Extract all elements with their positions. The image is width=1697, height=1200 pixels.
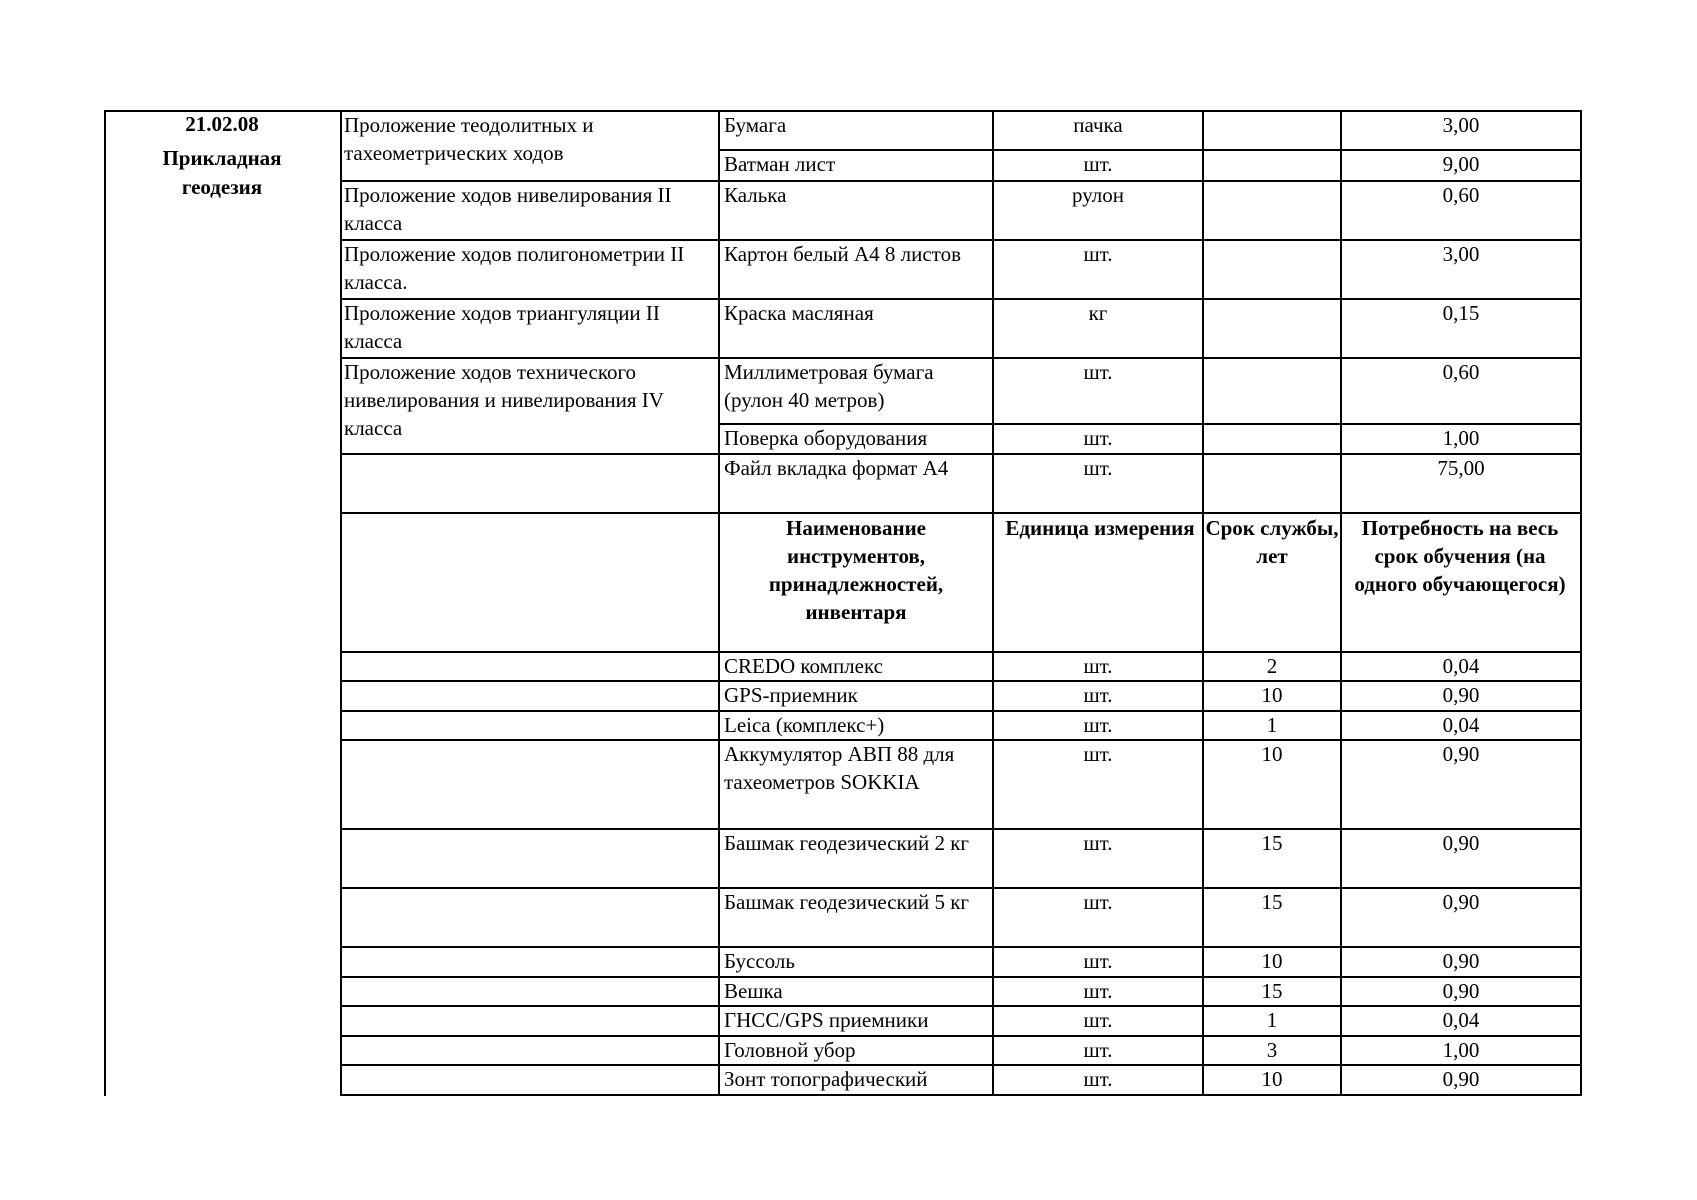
material-name: Миллиметровая бумага (рулон 40 метров): [724, 360, 934, 412]
tool-need: 0,04: [1442, 713, 1480, 737]
material-unit: рулон: [1071, 183, 1125, 207]
row-rule: [340, 1035, 720, 1037]
tool-need: 0,90: [1442, 742, 1480, 766]
tool-need: 0,04: [1442, 1008, 1480, 1032]
tool-name: CREDO комплекс: [724, 654, 883, 678]
tool-term: 15: [1261, 979, 1283, 1003]
tool-term: 3: [1266, 1038, 1278, 1062]
tool-name: Башмак геодезический 2 кг: [724, 831, 970, 855]
table-right-border: [1580, 110, 1582, 1096]
row-rule: [340, 453, 720, 455]
material-unit: шт.: [1083, 360, 1113, 384]
tool-term: 10: [1261, 1067, 1283, 1091]
tool-name: Зонт топографический: [724, 1067, 928, 1091]
tool-unit: шт.: [1083, 1067, 1113, 1091]
tool-name: Аккумулятор АВП 88 для тахеометров SOKKIA: [724, 742, 955, 794]
subject-name-line2: геодезия: [181, 175, 263, 199]
table-left-border: [104, 110, 106, 1096]
material-need: 1,00: [1442, 426, 1480, 450]
tools-header-name: Наименование инструментов, принадлежностей, инвентаря: [768, 516, 944, 624]
subject-name-line1: Прикладная: [162, 146, 282, 170]
row-rule: [340, 739, 720, 741]
tool-unit: шт.: [1083, 1038, 1113, 1062]
row-rule: [340, 946, 720, 948]
work-type-5: Проложение ходов технического нивелирования и нивелирования IV класса: [344, 360, 664, 440]
tool-unit: шт.: [1083, 1008, 1113, 1032]
material-need: 3,00: [1442, 242, 1480, 266]
tool-name: Буссоль: [724, 949, 795, 973]
tools-header-term: Срок службы, лет: [1205, 516, 1339, 568]
tool-term: 1: [1266, 1008, 1278, 1032]
tool-unit: шт.: [1083, 890, 1113, 914]
tool-term: 10: [1261, 742, 1283, 766]
tool-name: Головной убор: [724, 1038, 856, 1062]
tool-term: 10: [1261, 683, 1283, 707]
tool-need: 0,90: [1442, 949, 1480, 973]
material-need: 0,60: [1442, 360, 1480, 384]
material-unit: шт.: [1083, 456, 1113, 480]
row-rule: [340, 976, 720, 978]
tool-term: 2: [1266, 654, 1278, 678]
material-name: Бумага: [724, 113, 787, 137]
material-need: 3,00: [1442, 113, 1480, 137]
tool-term: 15: [1261, 831, 1283, 855]
tool-need: 0,90: [1442, 1067, 1480, 1091]
tool-name: ГНСС/GPS приемники: [724, 1008, 929, 1032]
tool-unit: шт.: [1083, 683, 1113, 707]
tool-unit: шт.: [1083, 831, 1113, 855]
material-need: 75,00: [1437, 456, 1485, 480]
tool-unit: шт.: [1083, 713, 1113, 737]
material-name: Калька: [724, 183, 787, 207]
material-name: Краска масляная: [724, 301, 874, 325]
row-rule: [340, 1005, 720, 1007]
work-type-1: Проложение теодолитных и тахеометрических ходов: [344, 113, 594, 165]
row-rule: [340, 828, 720, 830]
tool-name: Вешка: [724, 979, 783, 1003]
tool-term: 10: [1261, 949, 1283, 973]
tool-term: 15: [1261, 890, 1283, 914]
work-type-4: Проложение ходов триангуляции II класса: [344, 301, 660, 353]
tool-unit: шт.: [1083, 949, 1113, 973]
tool-need: 0,90: [1442, 683, 1480, 707]
material-unit: шт.: [1083, 152, 1113, 176]
material-need: 0,15: [1442, 301, 1480, 325]
material-need: 9,00: [1442, 152, 1480, 176]
tool-name: GPS-приемник: [724, 683, 858, 707]
material-name: Картон белый А4 8 листов: [724, 242, 961, 266]
material-need: 0,60: [1442, 183, 1480, 207]
material-unit: кг: [1088, 301, 1108, 325]
tool-need: 0,90: [1442, 890, 1480, 914]
row-rule: [340, 1064, 720, 1066]
row-rule: [718, 1094, 1582, 1096]
tool-term: 1: [1266, 713, 1278, 737]
tool-need: 0,90: [1442, 979, 1480, 1003]
tool-name: Башмак геодезический 5 кг: [724, 890, 970, 914]
material-name: Ватман лист: [724, 152, 836, 176]
row-rule: [340, 680, 720, 682]
work-type-3: Проложение ходов полигонометрии II класса.: [344, 242, 685, 294]
row-rule: [340, 512, 720, 514]
material-unit: шт.: [1083, 242, 1113, 266]
tools-header-need: Потребность на весь срок обучения (на одного обучающегося): [1354, 516, 1566, 596]
tool-need: 1,00: [1442, 1038, 1480, 1062]
row-rule: [340, 1094, 720, 1096]
tool-need: 0,90: [1442, 831, 1480, 855]
tool-unit: шт.: [1083, 979, 1113, 1003]
tool-unit: шт.: [1083, 742, 1113, 766]
row-rule: [340, 651, 720, 653]
row-rule: [340, 887, 720, 889]
tool-need: 0,04: [1442, 654, 1480, 678]
tool-name: Leica (комплекс+): [724, 713, 885, 737]
tools-header-unit: Единица измерения: [1005, 516, 1195, 540]
subject-code: 21.02.08: [185, 112, 259, 136]
tool-unit: шт.: [1083, 654, 1113, 678]
work-type-2: Проложение ходов нивелирования II класса: [344, 183, 672, 235]
material-unit: шт.: [1083, 426, 1113, 450]
row-rule: [340, 710, 720, 712]
material-name: Файл вкладка формат А4: [724, 456, 949, 480]
material-name: Поверка оборудования: [724, 426, 928, 450]
material-unit: пачка: [1073, 113, 1123, 137]
